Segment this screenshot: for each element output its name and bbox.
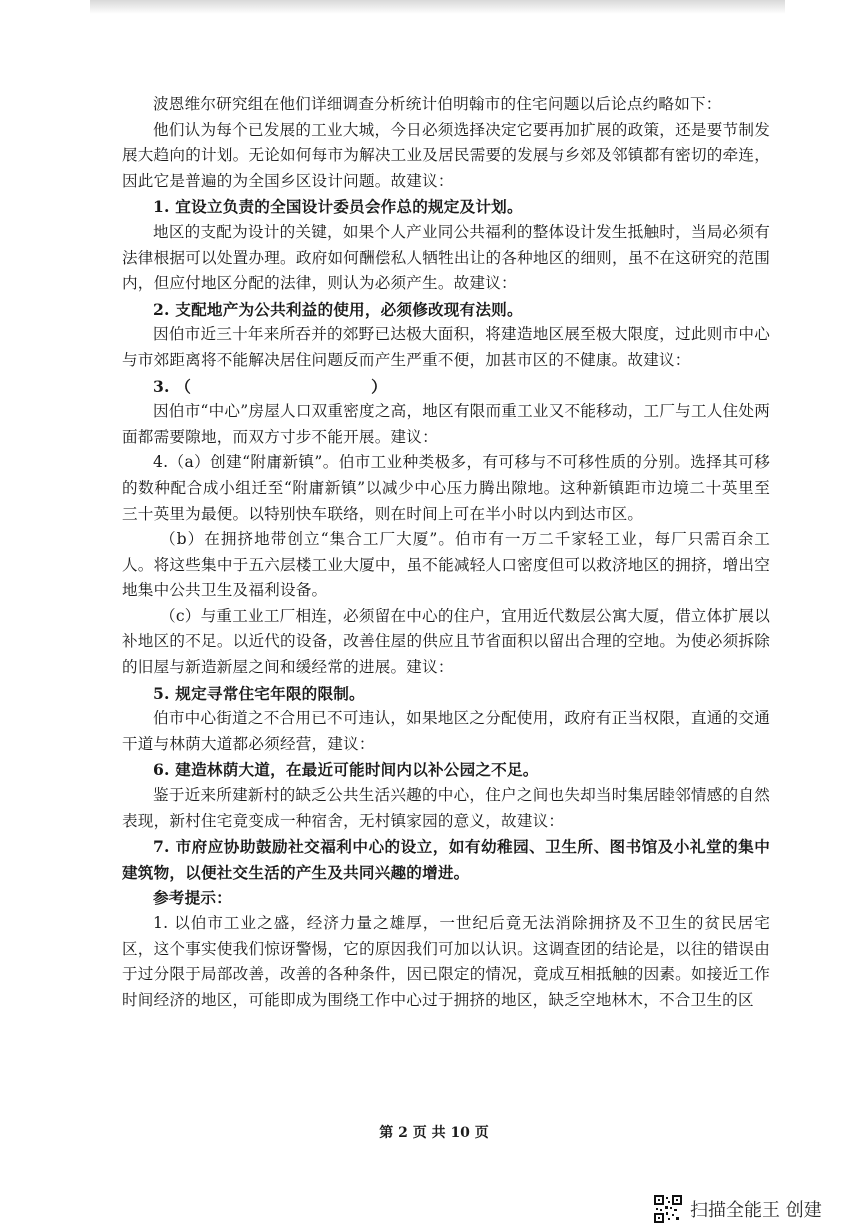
numbered-recommendation: 参考提示： [153,888,232,908]
qr-code-icon [654,1195,682,1223]
body-paragraph: （c）与重工业工厂相连，必须留在中心的住户，宜用近代数层公寓大厦，借立体扩展以补地区的不足。以近代的设备，改善住屋的供应且节省面积以留出合理的空地。为使必须拆除的旧屋与新造新屋之间和缓经常的进展。建议： [122,606,770,677]
body-paragraph: 因伯市近三十年来所吞并的郊野已达极大面积，将建造地区展至极大限度，过此则市中心与市郊距离将不能解决居住问题反而产生严重不便，加甚市区的不健康。故建议： [122,325,770,369]
scan-edge-shadow [90,0,785,14]
body-paragraph: 伯市中心街道之不合用已不可违认，如果地区之分配使用，政府有正当权限，直通的交通干道与林荫大道都必须经营，建议： [122,709,770,753]
numbered-recommendation: 6. 建造林荫大道，在最近可能时间内以补公园之不足。 [153,760,539,780]
body-paragraph: 鉴于近来所建新村的缺乏公共生活兴趣的中心，住户之间也失却当时集居睦邻情感的自然表现，新村住宅竟变成一种宿舍，无村镇家园的意义，故建议： [122,786,770,830]
page-number: 第 2 页 共 10 页 [379,1125,489,1141]
numbered-recommendation: 2. 支配地产为公共利益的使用，必须修改现有法则。 [153,299,523,319]
numbered-recommendation: 5. 规定寻常住宅年限的限制。 [153,683,365,703]
scanner-watermark [654,1196,822,1222]
fill-in-blank-line [122,374,770,400]
body-paragraph: （b）在拥挤地带创立“集合工厂大厦”。伯市有一万二千家轻工业，每厂只需百余工人。将这些集中于五六层楼工业大厦中，虽不能减轻人口密度但可以救济地区的拥挤，增出空地集中公共卫生及福利设备。 [122,530,770,600]
body-paragraph: 波恩维尔研究组在他们详细调查分析统计伯明翰市的住宅问题以后论点约略如下： [153,95,722,113]
body-paragraph: 他们认为每个已发展的工业大城，今日必须选择决定它要再加扩展的政策，还是要节制发展大趋向的计划。无论如何每市为解决工业及居民需要的发展与乡郊及邻镇都有密切的牵连，因此它是普遍的为全国乡区设计问题。故建议： [122,120,770,190]
body-paragraph: 4.（a）创建“附庸新镇”。伯市工业种类极多，有可移与不可移性质的分别。选择其可移的数种配合成小组迁至“附庸新镇”以减少中心压力腾出隙地。这种新镇距市边境二十英里至三十英里为最便。以特别快车联络，则在时间上可在半小时以内到达市区。 [122,453,770,523]
watermark-text: 扫描全能王 创建 [690,1200,822,1221]
body-paragraph: 1. 以伯市工业之盛，经济力量之雄厚，一世纪后竟无法消除拥挤及不卫生的贫民居宅区，这个事实使我们惊讶警惕，它的原因我们可加以认识。这调查团的结论是，以往的错误由于过分限于局部改善，改善的各种条件，因已限定的情况，竟成互相抵触的因素。如接近工作时间经济的地区，可能即成为围绕工作中心过于拥挤的地区，缺乏空地林木，不合卫生的区 [122,914,770,1009]
blank-prefix: 3. （ [153,376,192,396]
blank-suffix: ） [371,376,387,396]
body-paragraph: 因伯市“中心”房屋人口双重密度之高，地区有限而重工业又不能移动，工厂与工人住处两面都需要隙地，而双方寸步不能开展。建议： [122,402,770,446]
body-paragraph: 地区的支配为设计的关键，如果个人产业同公共福利的整体设计发生抵触时，当局必须有法律根据可以处置办理。政府如何酬偿私人牺牲出让的各种地区的细则，虽不在这研究的范围内，但应付地区分配的法律，则认为必须产生。故建议： [122,222,770,293]
numbered-recommendation: 1. 宜设立负责的全国设计委员会作总的规定及计划。 [153,197,523,217]
document-body [122,92,770,1013]
numbered-recommendation: 7. 市府应协助鼓励社交福利中心的设立，如有幼稚园、卫生所、图书馆及小礼堂的集中建筑物，以便社交生活的产生及共同兴趣的增进。 [122,837,770,882]
